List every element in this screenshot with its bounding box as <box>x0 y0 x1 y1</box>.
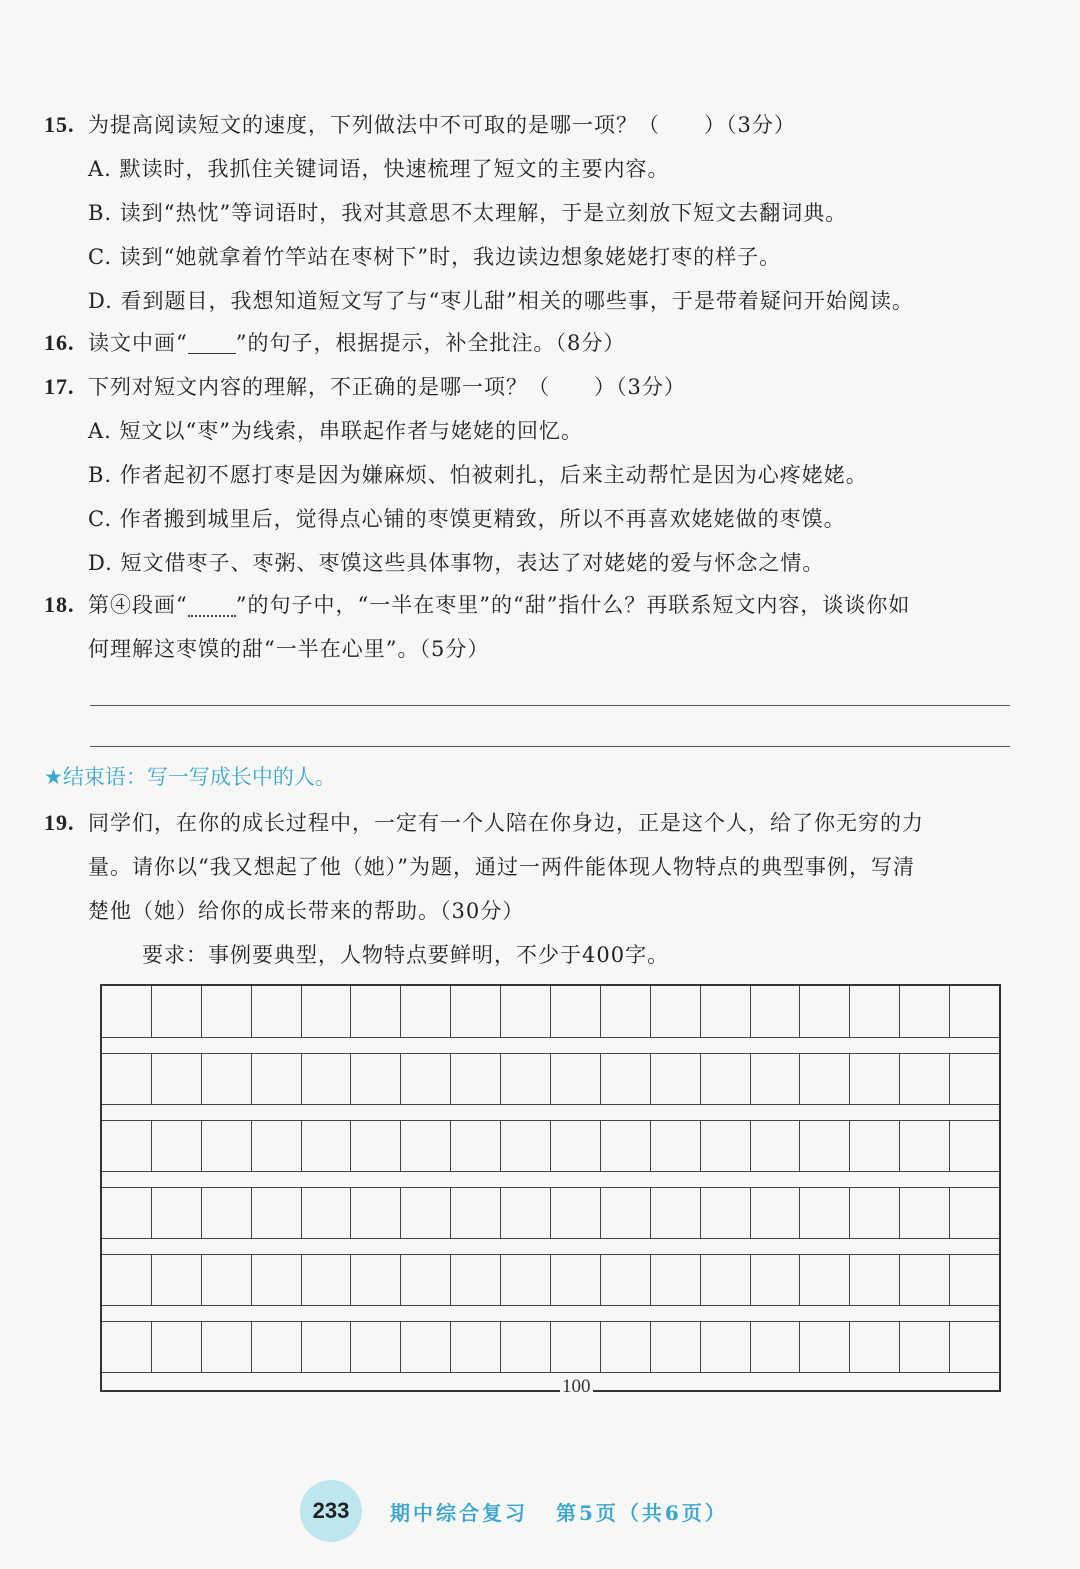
grid-cell[interactable] <box>152 1255 202 1305</box>
wavy-underline-mark <box>188 597 236 617</box>
question-19-requirement: 要求：事例要典型，人物特点要鲜明，不少于400字。 <box>142 943 670 967</box>
grid-cell[interactable] <box>701 1322 751 1372</box>
q17-option-a: A. 短文以“枣”为线索，串联起作者与姥姥的回忆。 <box>88 419 583 443</box>
grid-cell[interactable] <box>351 1121 401 1171</box>
question-number: 19. <box>44 810 75 835</box>
question-18-line2: 何理解这枣馍的甜“一半在心里”。（5分） <box>88 637 490 661</box>
grid-cell[interactable] <box>900 1255 950 1305</box>
question-19-line3: 楚他（她）给你的成长带来的帮助。（30分） <box>88 899 525 923</box>
footer-page-info: 第5页（共6页） <box>556 1500 728 1525</box>
grid-cell[interactable] <box>252 1188 302 1238</box>
grid-cell[interactable] <box>950 1255 999 1305</box>
grid-cell[interactable] <box>401 1322 451 1372</box>
grid-cell[interactable] <box>451 1054 501 1104</box>
grid-cell[interactable] <box>501 1054 551 1104</box>
question-text: 下列对短文内容的理解，不正确的是哪一项？（ ）（3分） <box>88 375 686 399</box>
grid-cell[interactable] <box>451 1322 501 1372</box>
grid-cell[interactable] <box>701 1121 751 1171</box>
grid-cell[interactable] <box>152 1188 202 1238</box>
grid-cell[interactable] <box>751 1054 801 1104</box>
grid-cell[interactable] <box>202 1054 252 1104</box>
grid-cell[interactable] <box>551 1188 601 1238</box>
answer-line[interactable] <box>90 705 1010 706</box>
grid-cell[interactable] <box>751 1188 801 1238</box>
grid-cell[interactable] <box>651 1255 701 1305</box>
question-text-pre: 第④段画“ <box>88 593 188 617</box>
grid-cell[interactable] <box>701 986 751 1037</box>
grid-cell[interactable] <box>202 1121 252 1171</box>
grid-cell[interactable] <box>252 1322 302 1372</box>
grid-cell[interactable] <box>651 986 701 1037</box>
grid-cell[interactable] <box>601 1322 651 1372</box>
grid-cell[interactable] <box>601 986 651 1037</box>
grid-cell[interactable] <box>701 1188 751 1238</box>
grid-cell[interactable] <box>351 1054 401 1104</box>
grid-cell[interactable] <box>501 986 551 1037</box>
underline-mark <box>188 335 236 354</box>
grid-cell[interactable] <box>451 986 501 1037</box>
grid-cell[interactable] <box>252 1121 302 1171</box>
grid-cell[interactable] <box>950 1121 999 1171</box>
grid-cell[interactable] <box>501 1322 551 1372</box>
grid-cell[interactable] <box>302 1188 352 1238</box>
grid-cell[interactable] <box>651 1322 701 1372</box>
grid-cell[interactable] <box>850 1188 900 1238</box>
grid-cell[interactable] <box>601 1121 651 1171</box>
grid-cell[interactable] <box>451 1121 501 1171</box>
question-16-stem <box>44 328 625 358</box>
question-19-line1 <box>44 808 924 838</box>
grid-cell[interactable] <box>950 1054 999 1104</box>
grid-cell[interactable] <box>102 1322 152 1372</box>
grid-cell[interactable] <box>751 1121 801 1171</box>
q15-option-a: A. 默读时，我抓住关键词语，快速梳理了短文的主要内容。 <box>88 157 670 181</box>
grid-cell[interactable] <box>501 1188 551 1238</box>
composition-grid[interactable] <box>100 984 1001 1392</box>
grid-row <box>102 1120 999 1172</box>
grid-cell[interactable] <box>850 986 900 1037</box>
grid-cell[interactable] <box>751 986 801 1037</box>
grid-cell[interactable] <box>202 986 252 1037</box>
question-text-post: ”的句子中，“一半在枣里”的“甜”指什么？再联系短文内容，谈谈你如 <box>235 593 911 617</box>
grid-row <box>102 1053 999 1105</box>
footer-title: 期中综合复习 <box>390 1500 528 1525</box>
grid-cell[interactable] <box>900 1322 950 1372</box>
grid-cell[interactable] <box>501 1121 551 1171</box>
question-text-pre: 读文中画“ <box>88 331 188 355</box>
question-15-stem <box>44 110 796 140</box>
grid-cell[interactable] <box>501 1255 551 1305</box>
grid-cell[interactable] <box>850 1255 900 1305</box>
grid-cell[interactable] <box>601 1255 651 1305</box>
grid-cell[interactable] <box>551 1121 601 1171</box>
grid-cell[interactable] <box>701 1054 751 1104</box>
grid-cell[interactable] <box>252 1054 302 1104</box>
grid-cell[interactable] <box>900 986 950 1037</box>
grid-cell[interactable] <box>302 1121 352 1171</box>
grid-cell[interactable] <box>900 1054 950 1104</box>
grid-cell[interactable] <box>102 986 152 1037</box>
question-number: 16. <box>44 330 75 355</box>
question-text: 同学们，在你的成长过程中，一定有一个人陪在你身边，正是这个人，给了你无穷的力 <box>88 811 924 835</box>
grid-row <box>102 1321 999 1373</box>
grid-cell[interactable] <box>401 1188 451 1238</box>
grid-cell[interactable] <box>751 1255 801 1305</box>
grid-cell[interactable] <box>800 1255 850 1305</box>
grid-cell[interactable] <box>651 1054 701 1104</box>
grid-cell[interactable] <box>152 1121 202 1171</box>
q15-option-b: B. 读到“热忱”等词语时，我对其意思不太理解，于是立刻放下短文去翻词典。 <box>88 201 848 225</box>
question-text-post: ”的句子，根据提示，补全批注。（8分） <box>235 331 626 355</box>
q17-option-c: C. 作者搬到城里后，觉得点心铺的枣馍更精致，所以不再喜欢姥姥做的枣馍。 <box>88 507 846 531</box>
grid-cell[interactable] <box>601 1188 651 1238</box>
grid-row <box>102 1187 999 1239</box>
grid-cell[interactable] <box>202 1322 252 1372</box>
question-17-stem <box>44 372 686 402</box>
grid-cell[interactable] <box>351 1322 401 1372</box>
grid-cell[interactable] <box>950 1322 999 1372</box>
character-count-marker: 100 <box>562 1376 591 1397</box>
grid-cell[interactable] <box>401 1121 451 1171</box>
grid-cell[interactable] <box>152 1054 202 1104</box>
closing-heading: ★结束语：写一写成长中的人。 <box>44 765 336 789</box>
q15-option-d: D. 看到题目，我想知道短文写了与“枣儿甜”相关的哪些事，于是带着疑问开始阅读。 <box>88 289 914 313</box>
grid-cell[interactable] <box>850 1121 900 1171</box>
grid-cell[interactable] <box>351 1255 401 1305</box>
grid-cell[interactable] <box>102 1188 152 1238</box>
grid-cell[interactable] <box>351 986 401 1037</box>
grid-cell[interactable] <box>800 1121 850 1171</box>
grid-cell[interactable] <box>401 1255 451 1305</box>
grid-cell[interactable] <box>102 1054 152 1104</box>
page-footer <box>300 1480 728 1542</box>
grid-cell[interactable] <box>152 1322 202 1372</box>
grid-cell[interactable] <box>800 986 850 1037</box>
grid-cell[interactable] <box>551 1255 601 1305</box>
grid-cell[interactable] <box>850 1322 900 1372</box>
grid-cell[interactable] <box>302 1322 352 1372</box>
grid-cell[interactable] <box>900 1121 950 1171</box>
grid-cell[interactable] <box>202 1188 252 1238</box>
q17-option-b: B. 作者起初不愿打枣是因为嫌麻烦、怕被刺扎，后来主动帮忙是因为心疼姥姥。 <box>88 463 868 487</box>
grid-cell[interactable] <box>401 986 451 1037</box>
grid-cell[interactable] <box>401 1054 451 1104</box>
grid-cell[interactable] <box>302 1054 352 1104</box>
grid-cell[interactable] <box>202 1255 252 1305</box>
question-19-line2: 量。请你以“我又想起了他（她）”为题，通过一两件能体现人物特点的典型事例，写清 <box>88 855 915 879</box>
grid-cell[interactable] <box>551 986 601 1037</box>
grid-cell[interactable] <box>102 1121 152 1171</box>
grid-cell[interactable] <box>800 1054 850 1104</box>
grid-cell[interactable] <box>152 986 202 1037</box>
question-number: 18. <box>44 592 75 617</box>
grid-cell[interactable] <box>252 986 302 1037</box>
grid-cell[interactable] <box>651 1188 701 1238</box>
grid-cell[interactable] <box>701 1255 751 1305</box>
grid-cell[interactable] <box>302 986 352 1037</box>
grid-cell[interactable] <box>252 1255 302 1305</box>
q17-option-d: D. 短文借枣子、枣粥、枣馍这些具体事物，表达了对姥姥的爱与怀念之情。 <box>88 551 825 575</box>
grid-cell[interactable] <box>601 1054 651 1104</box>
grid-cell[interactable] <box>751 1322 801 1372</box>
question-18-stem <box>44 590 910 620</box>
grid-cell[interactable] <box>950 986 999 1037</box>
grid-cell[interactable] <box>800 1188 850 1238</box>
grid-cell[interactable] <box>551 1054 601 1104</box>
grid-cell[interactable] <box>451 1188 501 1238</box>
q15-option-c: C. 读到“她就拿着竹竿站在枣树下”时，我边读边想象姥姥打枣的样子。 <box>88 245 782 269</box>
grid-row <box>102 986 999 1038</box>
grid-cell[interactable] <box>651 1121 701 1171</box>
grid-cell[interactable] <box>351 1188 401 1238</box>
question-text: 为提高阅读短文的速度，下列做法中不可取的是哪一项？（ ）（3分） <box>88 113 796 137</box>
grid-cell[interactable] <box>950 1188 999 1238</box>
question-number: 17. <box>44 374 75 399</box>
grid-cell[interactable] <box>102 1255 152 1305</box>
page-number-badge: 233 <box>300 1480 362 1542</box>
grid-cell[interactable] <box>850 1054 900 1104</box>
grid-cell[interactable] <box>900 1188 950 1238</box>
grid-cell[interactable] <box>451 1255 501 1305</box>
answer-line[interactable] <box>90 746 1010 747</box>
grid-cell[interactable] <box>302 1255 352 1305</box>
grid-cell[interactable] <box>800 1322 850 1372</box>
grid-cell[interactable] <box>551 1322 601 1372</box>
question-number: 15. <box>44 112 75 137</box>
grid-row <box>102 1254 999 1306</box>
